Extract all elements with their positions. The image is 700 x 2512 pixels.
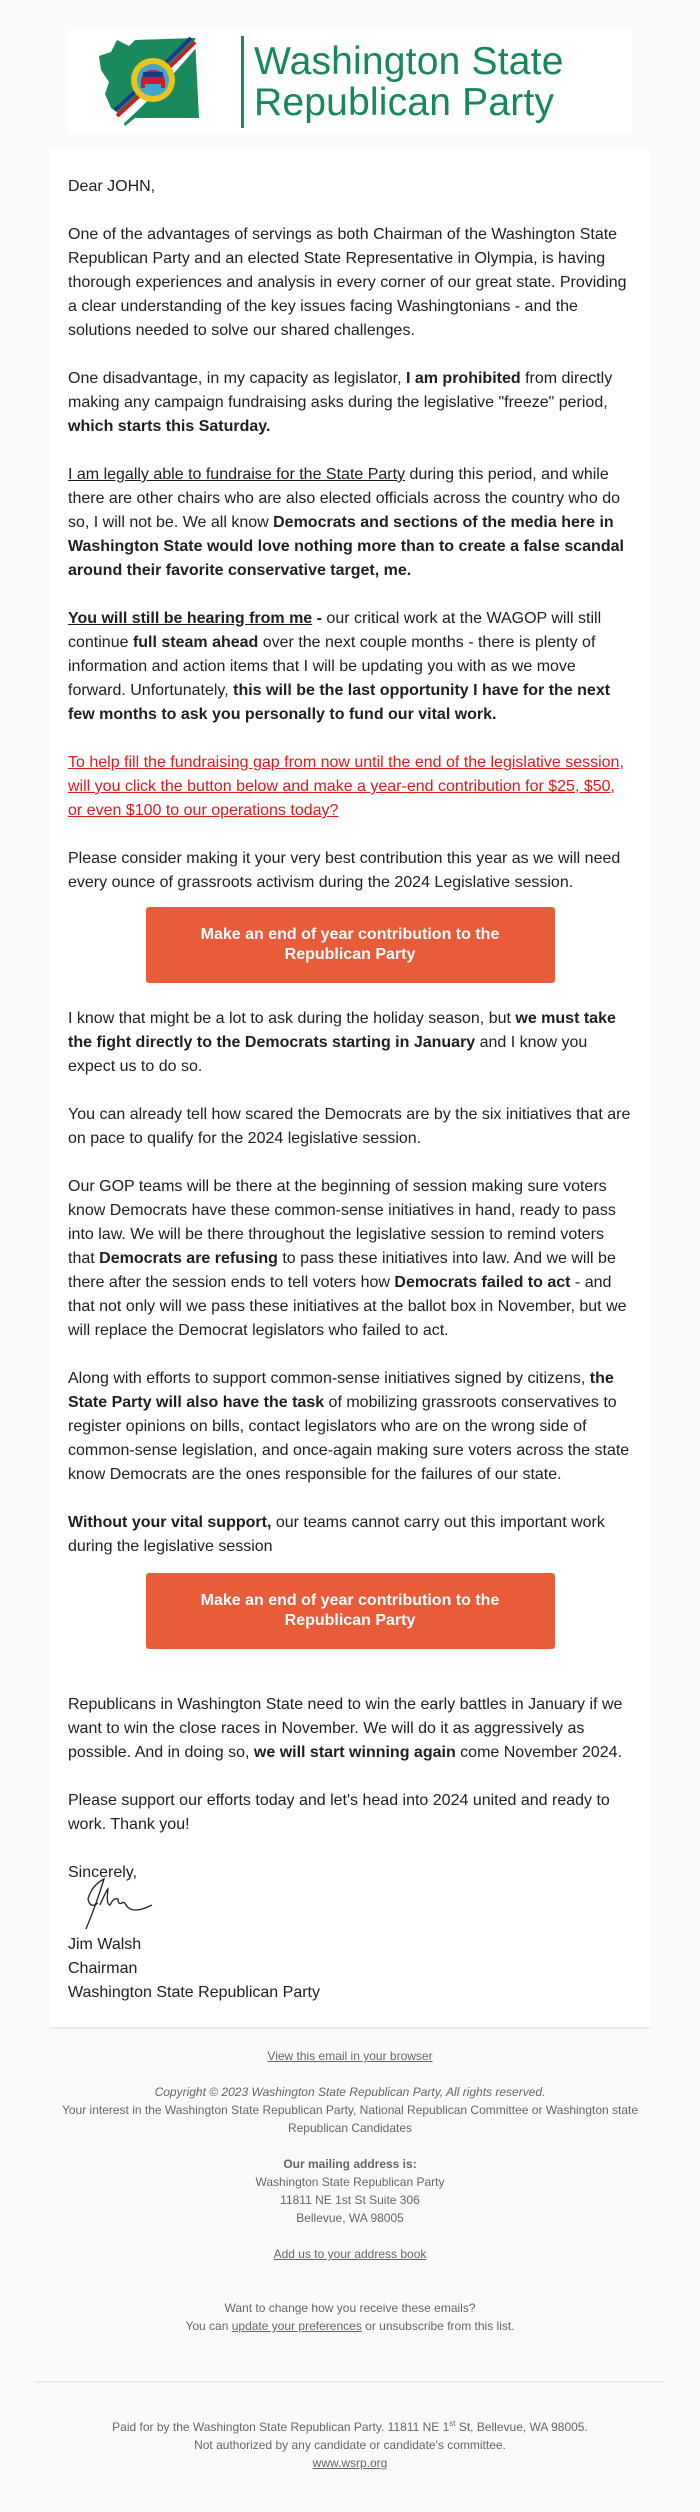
logo-text [254,41,564,123]
body-section-2 [68,1007,632,1559]
bold-text: Democrats and sections of the media here in Washington State would love nothing more than to create a false scandal around their favorite conservative target, me. [68,514,624,579]
signature-block [68,1861,632,2005]
not-authorized: Not authorized by any candidate or candidate's committee. [194,2438,506,2452]
text: Republicans in Washington State need to win the early battles in January if we want to win the close races in November. We will do it as aggressively as possible. And in doing so, [68,1696,623,1761]
bold-text: Without your vital support, [68,1514,272,1531]
text: during this period, and while there are other chairs who are also elected officials across the country who do so, I will not be. We all know [68,466,620,531]
body-paragraph [68,607,632,727]
text: and I know you expect us to do so. [68,1034,588,1075]
body-section-3 [68,1693,632,1837]
bold-text: which starts this Saturday. [68,418,271,435]
logo-line-1: Washington State [254,40,564,83]
view-in-browser-link[interactable]: View this email in your browser [267,2049,433,2063]
body-paragraph [68,1103,632,1151]
text: Along with efforts to support common-sense initiatives signed by citizens, [68,1370,590,1387]
text: our teams cannot carry out this important work during the legislative session [68,1514,605,1555]
bold-text: we will start winning again [253,1744,456,1761]
bold-text: full steam ahead [132,634,259,651]
wsrp-logo[interactable] [67,30,632,134]
text: to pass these initiatives into law. And we will be there after the session ends to tell voters how [68,1250,616,1291]
ordinal-sup: st [449,2419,456,2428]
add-address-book-link[interactable]: Add us to your address book [273,2247,427,2261]
text: come November 2024. [455,1744,623,1761]
text-link[interactable]: I am legally able to fundraise for the State Party [68,466,406,483]
paid-for-text-end: St, Bellevue, WA 98005. [455,2420,588,2434]
body-paragraph [68,1007,632,1079]
text: One of the advantages of servings as both Chairman of the Washington State Republican Party and an elected State Representative in Olympia, is having thorough experiences and analysis in every corner of our great state. Providing a clear understanding of the key issues facing Washingtonians - and the solutions needed to solve our shared challenges. [68,226,627,339]
body-paragraph [68,1175,632,1343]
text: Please consider making it your very best contribution this year as we will need every ounce of grassroots activism during the 2024 Legislative session. [68,850,621,891]
bold-text: I am prohibited [405,370,521,387]
logo-divider [241,36,244,128]
text-link[interactable]: You will still be hearing from me [68,610,313,627]
logo-line-2: Republican Party [254,81,555,124]
email-footer [0,2029,700,2512]
email-body [50,149,650,2029]
body-paragraph [68,1789,632,1837]
you-can-text: You can [185,2319,232,2333]
text: I know that might be a lot to ask during the holiday season, but [68,1010,516,1027]
washington-state-map-icon [95,34,235,130]
text: Please support our efforts today and let's head into 2024 united and ready to work. Thank you! [68,1792,610,1833]
text-link[interactable]: To help fill the fundraising gap from now until the end of the legislative session, will you click the button below and make a year-end contribution for $25, $50, or even $100 to our operations today? [68,754,624,819]
bold-text: the State Party will also have the task [68,1370,614,1411]
closing: Sincerely, [68,1864,138,1881]
bold-text: this will be the last opportunity I have for the next few months to ask you personally to fund our vital work. [68,682,611,723]
bold-text: we must take the fight directly to the Democrats starting in January [68,1010,616,1051]
body-paragraph [68,223,632,343]
body-paragraph [68,1367,632,1487]
text: from directly making any campaign fundraising asks during the legislative "freeze" period, [68,370,613,411]
website-link[interactable]: www.wsrp.org [312,2456,388,2470]
text: You can already tell how scared the Democrats are by the six initiatives that are on pace to qualify for the 2024 legislative session. [68,1106,631,1147]
update-preferences-link[interactable]: update your preferences [231,2319,362,2333]
signer-org: Washington State Republican Party [68,1984,320,2001]
mailing-label: Our mailing address is: [283,2157,417,2171]
contribute-button[interactable]: Make an end of year contribution to the Republican Party [146,907,555,983]
bold-text: - [312,610,322,627]
text: our critical work at the WAGOP will still continue [68,610,602,651]
body-paragraph [68,847,632,895]
cta-wrapper-1 [68,907,632,983]
bold-text: Democrats are refusing [99,1250,278,1267]
email-header [0,0,700,149]
body-paragraph [68,1511,632,1559]
contribute-button[interactable]: Make an end of year contribution to the Republican Party [146,1573,555,1649]
text: One disadvantage, in my capacity as legislator, [68,370,406,387]
address-line: Bellevue, WA 98005 [296,2211,404,2225]
preferences-line [20,2317,680,2335]
body-paragraph [68,367,632,439]
text: over the next couple months - there is plenty of information and action items that I will be updating you with as we move forward. Unfortunately, [68,634,596,699]
address-line: Washington State Republican Party [255,2175,445,2189]
text: - and that not only will we pass these initiatives at the ballot box in November, but we will replace the Democrat legislators who failed to act. [68,1274,627,1339]
address-line: 11811 NE 1st St Suite 306 [280,2193,420,2207]
interest-note: Your interest in the Washington State Republican Party, National Republican Committee or Washington state Republican Candidates [61,2103,639,2135]
body-section-1 [68,223,632,895]
unsubscribe-text[interactable]: or unsubscribe from this list. [361,2319,515,2333]
greeting: Dear JOHN, [68,178,156,195]
footer-divider [35,2381,665,2383]
signer-title: Chairman [68,1960,138,1977]
paid-for-line [20,2415,680,2436]
body-paragraph [68,1693,632,1765]
copyright: Copyright © 2023 Washington State Republican Party, All rights reserved. [154,2085,546,2099]
text: Our GOP teams will be there at the beginning of session making sure voters know Democrats have these common-sense initiatives in hand, ready to pass into law. We will be there throughout the legislative session to remind voters that [68,1178,616,1267]
body-paragraph [68,751,632,823]
paid-for-text: Paid for by the Washington State Republican Party. 11811 NE 1 [112,2420,450,2434]
cta-wrapper-2 [68,1573,632,1649]
signer-name: Jim Walsh [68,1936,142,1953]
text: of mobilizing grassroots conservatives to register opinions on bills, contact legislators who are on the wrong side of common-sense legislation, and once-again making sure voters across the state know Democrats are the ones responsible for the failures of our state. [68,1394,630,1483]
change-prefs-question: Want to change how you receive these emails? [224,2301,476,2315]
body-paragraph [68,463,632,583]
bold-text: Democrats failed to act [394,1274,571,1291]
